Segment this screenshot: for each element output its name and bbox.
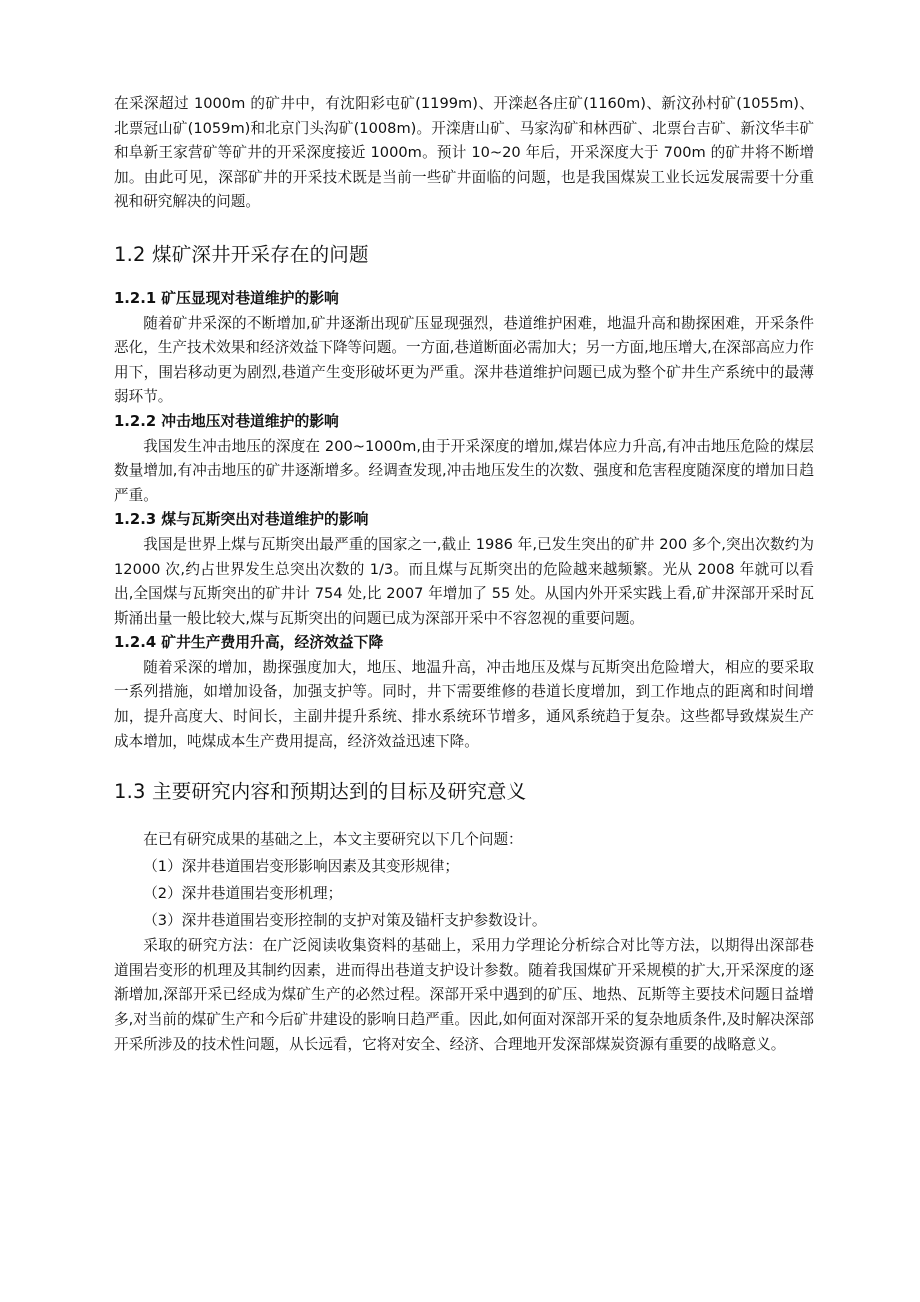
section-1-3-intro: 在已有研究成果的基础之上，本文主要研究以下几个问题：: [143, 831, 523, 849]
subsection-1-2-3-body: 我国是世界上煤与瓦斯突出最严重的国家之一,截止 1986 年,已发生突出的矿井 200 多个,突出次数约为 12000 次,约占世界发生总突出次数的 1/3。而且煤与瓦斯突出的危险越来越频繁。光从 2008 年就可以看出,全国煤与瓦斯突出的矿井计 754 处,比 2007 年增加了 55 处。从国内外开采实践上看,矿井深部开采时瓦斯涌出量一般比较大,煤与瓦斯突出的问题已成为深部开采中不容忽视的重要问题。: [114, 535, 814, 627]
subsection-1-2-4-body: 随着采深的增加，勘探强度加大，地压、地温升高，冲击地压及煤与瓦斯突出危险增大，相应的要采取一系列措施，如增加设备，加强支护等。同时，井下需要维修的巷道长度增加，到工作地点的距离和时间增加，提升高度大、时间长，主副井提升系统、排水系统环节增多，通风系统趋于复杂。这些都导致煤炭生产成本增加，吨煤成本生产费用提高，经济效益迅速下降。: [114, 658, 814, 750]
research-item-2: （2）深井巷道围岩变形机理；: [143, 885, 343, 903]
section-1-3-closing: 采取的研究方法：在广泛阅读收集资料的基础上，采用力学理论分析综合对比等方法，以期得出深部巷道围岩变形的机理及其制约因素，进而得出巷道支护设计参数。随着我国煤矿开采规模的扩大,开采深度的逐渐增加,深部开采已经成为煤矿生产的必然过程。深部开采中遇到的矿压、地热、瓦斯等主要技术问题日益增多,对当前的煤矿生产和今后矿井建设的影响日趋严重。因此,如何面对深部开采的复杂地质条件,及时解决深部开采所涉及的技术性问题，从长远看，它将对安全、经济、合理地开发深部煤炭资源有重要的战略意义。: [114, 937, 814, 1053]
intro-paragraph: 在采深超过 1000m 的矿井中，有沈阳彩屯矿(1199m)、开滦赵各庄矿(1160m)、新汶孙村矿(1055m)、北票冠山矿(1059m)和北京门头沟矿(1008m)。开滦唐山矿、马家沟矿和林西矿、北票台吉矿、新汶华丰矿和阜新王家营矿等矿井的开采深度接近 1000m。预计 10~20 年后，开采深度大于 700m 的矿井将不断增加。由此可见，深部矿井的开采技术既是当前一些矿井面临的问题，也是我国煤炭工业长远发展需要十分重视和研究解决的问题。: [114, 95, 814, 211]
subsection-1-2-1-body: 随着矿井采深的不断增加,矿井逐渐出现矿压显现强烈，巷道维护困难，地温升高和勘探困难，开采条件恶化，生产技术效果和经济效益下降等问题。一方面,巷道断面必需加大；另一方面,地压增大,在深部高应力作用下，围岩移动更为剧烈,巷道产生变形破坏更为严重。深井巷道维护问题已成为整个矿井生产系统中的最薄弱环节。: [114, 314, 814, 406]
document-page: [114, 92, 814, 1057]
research-item-1: （1）深井巷道围岩变形影响因素及其变形规律；: [143, 858, 459, 876]
section-1-2-heading: 1.2 煤矿深井开采存在的问题: [114, 242, 369, 266]
subsection-1-2-2-heading: 1.2.2 冲击地压对巷道维护的影响: [114, 412, 339, 430]
section-1-3-heading: 1.3 主要研究内容和预期达到的目标及研究意义: [114, 780, 527, 804]
subsection-1-2-3-heading: 1.2.3 煤与瓦斯突出对巷道维护的影响: [114, 511, 369, 529]
subsection-1-2-1-heading: 1.2.1 矿压显现对巷道维护的影响: [114, 289, 339, 307]
research-item-3: （3）深井巷道围岩变形控制的支护对策及锚杆支护参数设计。: [143, 912, 547, 930]
subsection-1-2-2-body: 我国发生冲击地压的深度在 200~1000m,由于开采深度的增加,煤岩体应力升高,有冲击地压危险的煤层数量增加,有冲击地压的矿井逐渐增多。经调查发现,冲击地压发生的次数、强度和危害程度随深度的增加日趋严重。: [114, 437, 814, 504]
subsection-1-2-4-heading: 1.2.4 矿井生产费用升高，经济效益下降: [114, 634, 384, 652]
